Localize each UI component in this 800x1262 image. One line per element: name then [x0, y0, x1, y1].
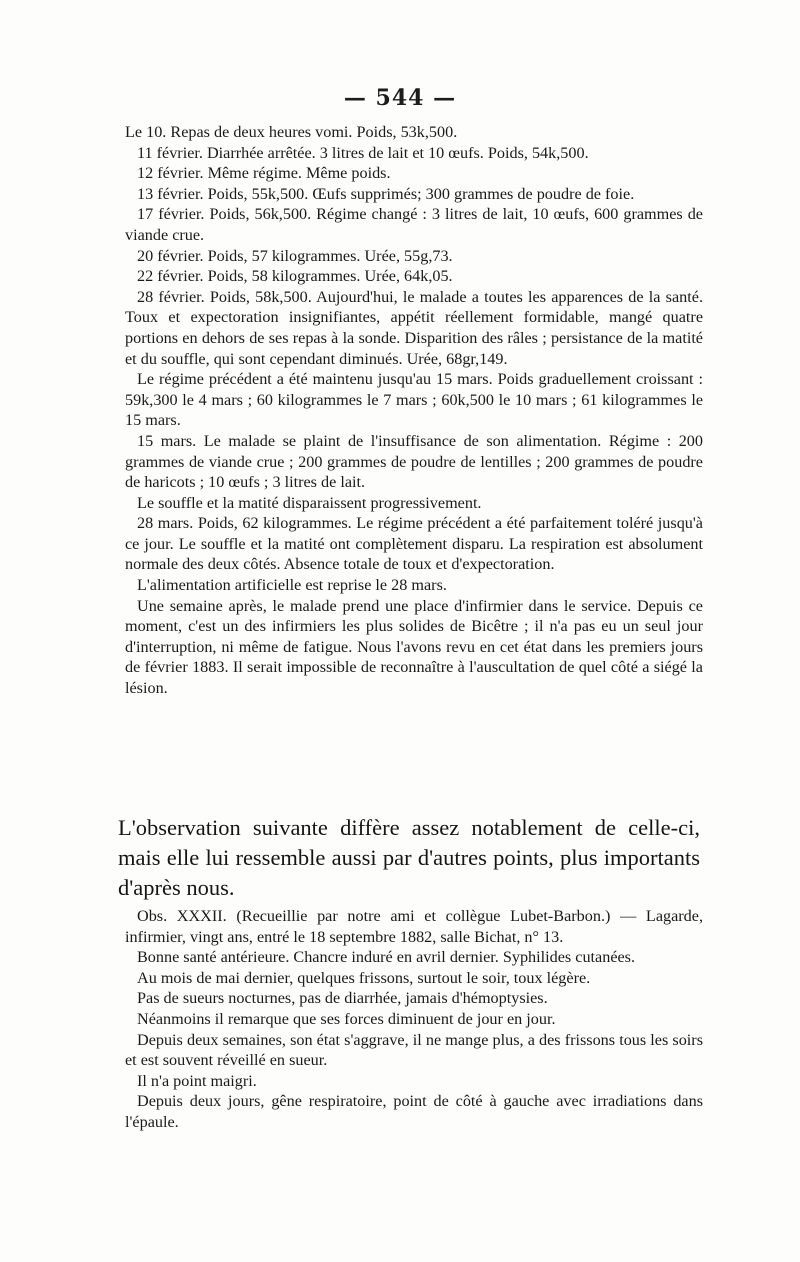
paragraph: Depuis deux jours, gêne respiratoire, point de côté à gauche avec irradiations dans l'épaule. — [125, 1092, 703, 1131]
paragraph: Néanmoins il remarque que ses forces diminuent de jour en jour. — [137, 1009, 556, 1028]
paragraph: 20 février. Poids, 57 kilogrammes. Urée, 55g,73. — [137, 246, 453, 265]
paragraph: Obs. XXXII. (Recueillie par notre ami et collègue Lubet-Barbon.) — Lagarde, infirmier, vingt ans, entré le 18 septembre 1882, salle Bichat, n° 13. — [125, 907, 703, 946]
observation-xxxii — [125, 906, 703, 1133]
paragraph: L'alimentation artificielle est reprise le 28 mars. — [137, 576, 447, 595]
paragraph: Depuis deux semaines, son état s'aggrave, il ne mange plus, a des frissons tous les soirs et est souvent réveillé en sueur. — [125, 1030, 703, 1070]
paragraph: Le 10. Repas de deux heures vomi. Poids, 53k,500. — [125, 123, 458, 141]
paragraph: Le souffle et la matité disparaissent progressivement. — [137, 493, 482, 512]
paragraph: 12 février. Même régime. Même poids. — [137, 164, 391, 183]
paragraph: Au mois de mai dernier, quelques frissons, surtout le soir, toux légère. — [137, 968, 591, 987]
paragraph: 13 février. Poids, 55k,500. Œufs supprimés; 300 grammes de poudre de foie. — [137, 184, 635, 203]
paragraph: 11 février. Diarrhée arrêtée. 3 litres de lait et 10 œufs. Poids, 54k,500. — [137, 143, 589, 162]
paragraph: Pas de sueurs nocturnes, pas de diarrhée, jamais d'hémoptysies. — [137, 989, 548, 1008]
paragraph: Le régime précédent a été maintenu jusqu'au 15 mars. Poids graduellement croissant : 59k,300 le 4 mars ; 60 kilogrammes le 7 mars ; 60k,500 le 10 mars ; 61 kilogrammes le 15 mars. — [125, 370, 703, 430]
paragraph: Bonne santé antérieure. Chancre induré en avril dernier. Syphilides cutanées. — [137, 948, 636, 967]
clinical-notes-top — [125, 122, 703, 699]
paragraph: 17 février. Poids, 56k,500. Régime changé : 3 litres de lait, 10 œufs, 600 grammes de viande crue. — [125, 205, 703, 244]
paragraph: 28 février. Poids, 58k,500. Aujourd'hui, le malade a toutes les apparences de la santé. Toux et expectoration insignifiantes, appétit réellement formidable, mangé quatre portions en dehors de ses repas à la sonde. Disparition des râles ; persistance de la matité et du souffle, qui sont cependant diminués. Urée, 68gr,149. — [125, 287, 703, 368]
heading-text: L'observation suivante diffère assez notablement de celle-ci, mais elle lui ressemble aussi par d'autres points, plus importants d'après nous. — [118, 815, 700, 900]
paragraph: 22 février. Poids, 58 kilogrammes. Urée, 64k,05. — [137, 267, 453, 286]
page-number: — 544 — — [343, 85, 457, 111]
paragraph: 15 mars. Le malade se plaint de l'insuffisance de son alimentation. Régime : 200 grammes de viande crue ; 200 grammes de poudre de lentilles ; 200 grammes de poudre de haricots ; 10 œufs ; 3 litres de lait. — [125, 431, 703, 492]
paragraph: Une semaine après, le malade prend une place d'infirmier dans le service. Depuis ce moment, c'est un des infirmiers les plus solides de Bicêtre ; il n'a pas eu un seul jour d'interruption, ni même de fatigue. Nous l'avons revu en cet état dans les premiers jours de février 1883. Il serait impossible de reconnaître à l'auscultation de quel côté a siégé la lésion. — [125, 596, 703, 698]
paragraph: Il n'a point maigri. — [137, 1071, 257, 1090]
section-heading — [118, 813, 700, 903]
paragraph: 28 mars. Poids, 62 kilogrammes. Le régime précédent a été parfaitement toléré jusqu'à ce jour. Le souffle et la matité ont complètement disparu. La respiration est absolument normale des deux côtés. Absence totale de toux et d'expectoration. — [125, 514, 703, 574]
